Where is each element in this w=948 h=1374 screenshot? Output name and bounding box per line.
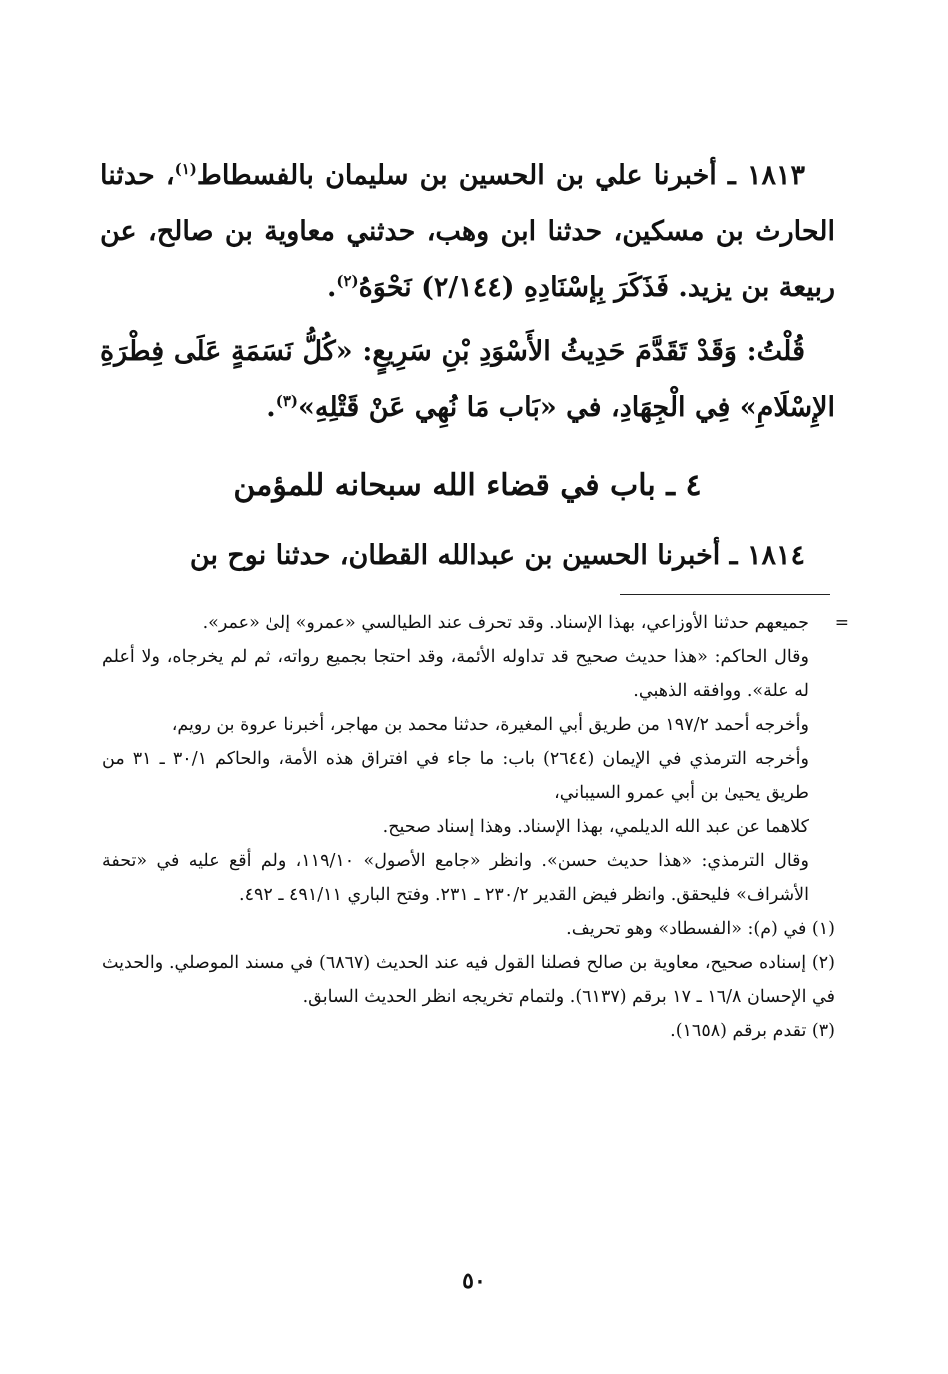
qultu-paragraph <box>100 324 835 436</box>
main-text <box>100 148 835 584</box>
continued-note-3: وأخرجه أحمد ١٩٧/٢ من طريق أبي المغيرة، حدثنا محمد بن مهاجر، أخبرنا عروة بن رويم، <box>171 715 809 735</box>
footnotes <box>102 606 849 1048</box>
hadith-1813 <box>100 148 835 316</box>
footnote-3: (٣) تقدم برقم (١٦٥٨). <box>670 1021 835 1041</box>
footnote-1: (١) في (م): «الفسطاد» وهو تحريف. <box>566 919 835 939</box>
continued-note-4: وأخرجه الترمذي في الإيمان (٢٦٤٤) باب: ما جاء في افتراق هذه الأمة، والحاكم ٣٠/١ ـ ٣١ من طريق يحيىٰ بن أبي عمرو السيباني، <box>102 749 809 803</box>
hadith-1813-end: . <box>326 272 337 303</box>
footnote-2: (٢) إسناده صحيح، معاوية بن صالح فصلنا القول فيه عند الحديث (٦٨٦٧) في مسند الموصلي. والحديث في الإحسان ١٦/٨ ـ ١٧ برقم (٦١٣٧). ولتمام تخريجه انظر الحديث السابق. <box>102 953 835 1007</box>
hadith-1813-text-cont: ، حدثنا الحارث بن مسكين، حدثنا ابن وهب، حدثني معاوية بن صالح، عن ربيعة بن يزيد. فَذَكَرَ بِإسْنَادِهِ (٢/١٤٤) نَحْوَهُ <box>100 160 835 303</box>
hadith-1813-text: ١٨١٣ ـ أخبرنا علي بن الحسين بن سليمان بالفسطاط <box>196 160 805 191</box>
hadith-1814: ١٨١٤ ـ أخبرنا الحسين بن عبدالله القطان، حدثنا نوح بن <box>189 540 805 571</box>
footnote-separator <box>620 594 830 595</box>
chapter-heading: ٤ ـ باب في قضاء الله سبحانه للمؤمن <box>233 468 702 503</box>
continued-note-2: وقال الحاكم: «هذا حديث صحيح قد تداوله الأئمة، وقد احتجا بجميع رواته، ثم لم يخرجاه، ولا أعلم له علة». ووافقه الذهبي. <box>102 647 809 701</box>
footnote-ref-2: (٢) <box>336 272 359 290</box>
footnote-ref-3: (٣) <box>275 392 298 410</box>
continued-note-5: كلاهما عن عبد الله الديلمي، بهذا الإسناد. وهذا إسناد صحيح. <box>382 817 809 837</box>
qultu-end: . <box>266 392 276 423</box>
continued-note-1 <box>102 606 849 640</box>
continuation-mark: = <box>834 613 849 633</box>
page-number: ٥٠ <box>462 1268 486 1294</box>
continued-note-6: وقال الترمذي: «هذا حديث حسن». وانظر «جامع الأصول» ١١٩/١٠، ولم أقع عليه في «تحفة الأشراف» فليحقق. وانظر فيض القدير ٢٣٠/٢ ـ ٢٣١. وفتح الباري ٤٩١/١١ ـ ٤٩٢. <box>102 851 809 905</box>
continued-note-1-text: جميعهم حدثنا الأوزاعي، بهذا الإسناد. وقد تحرف عند الطيالسي «عمرو» إلىٰ «عمر». <box>202 613 809 633</box>
qultu-text: قُلْتُ: وَقَدْ تَقَدَّمَ حَدِيثُ الأَسْوَدِ بْنِ سَرِيعٍ: «كُلُّ نَسَمَةٍ عَلَى فِطْرَةِ الإِسْلَامِ» فِي الْجِهَادِ، في «بَاب مَا نُهِي عَنْ قَتْلِهِ» <box>100 336 835 423</box>
footnote-ref-1: (١) <box>174 160 197 178</box>
